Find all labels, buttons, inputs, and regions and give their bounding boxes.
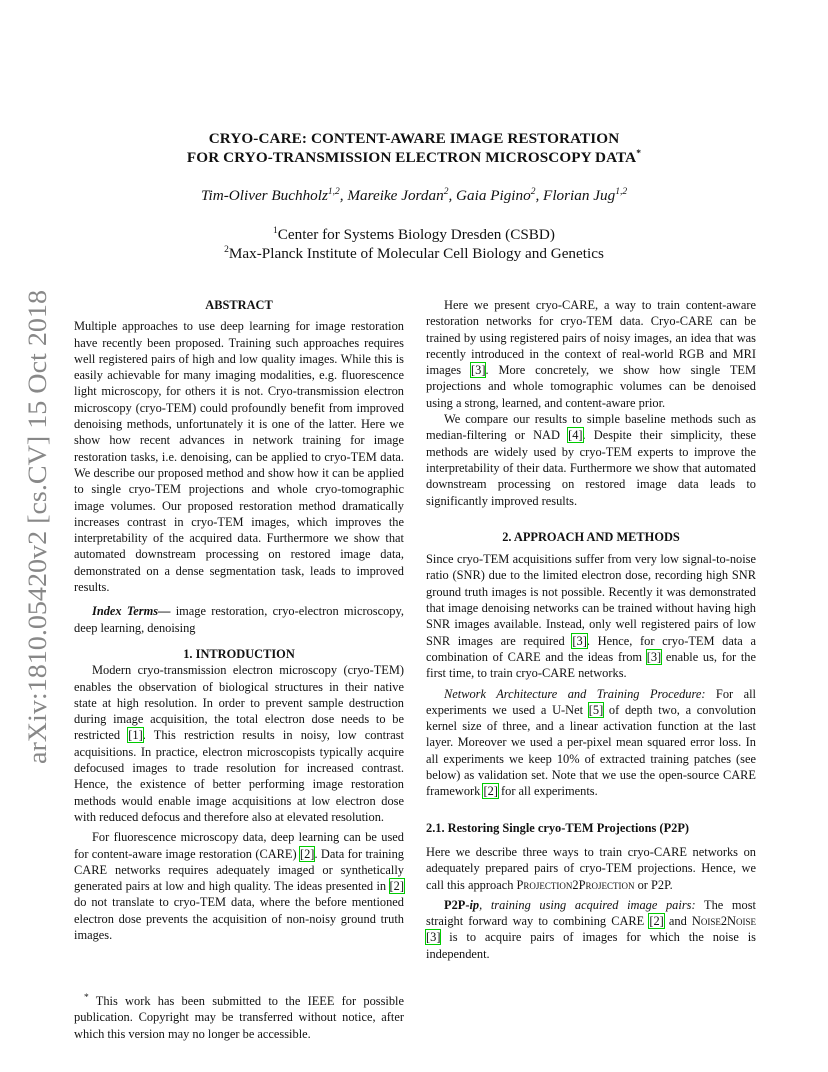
intro-heading: 1. INTRODUCTION bbox=[183, 646, 295, 661]
author-sep: , bbox=[535, 187, 544, 204]
footnote bbox=[74, 993, 404, 1042]
author-affil-mark: 1,2 bbox=[327, 186, 340, 197]
author-affil-mark: 2 bbox=[530, 186, 536, 197]
text-run: do not translate to cryo-TEM data, where the before mentioned electron dose prevents the acquisition of non-noisy ground truth images. bbox=[74, 895, 404, 942]
text-run: . Despite their simplicity, these methods are widely used by cryo-TEM experts to improve the interpretability of their data. Furthermore we show that automated downstream processing on restored image data leads to significantly improved results. bbox=[426, 428, 756, 508]
paragraph-label: Network Architecture and Training Procedure: bbox=[444, 686, 706, 701]
text-run: for all experiments. bbox=[497, 784, 598, 799]
text-run: Since cryo-TEM acquisitions suffer from very low signal-to-noise ratio (SNR) due to the limited electron dose, recording high SNR ground truth images is not possible. Recently it was demonstrated that image denoising networks can be trained without having high SNR images available. Instead, only well registered pairs of low SNR images are required bbox=[426, 552, 756, 648]
section-2-paragraph-2 bbox=[426, 686, 756, 800]
citation-link[interactable]: [3] bbox=[646, 649, 662, 664]
author-affil-mark: 1,2 bbox=[615, 186, 628, 197]
author-sep: , bbox=[339, 187, 348, 204]
subsection-2-1-paragraph-1 bbox=[426, 844, 756, 893]
text-run: enable us, for the first time, to train cryo-CARE networks. bbox=[426, 649, 756, 681]
citation-link[interactable]: [2] bbox=[483, 784, 498, 799]
citation-link[interactable]: [2] bbox=[299, 846, 315, 861]
citation-link[interactable]: [3] bbox=[471, 363, 486, 378]
section-2-heading: 2. APPROACH AND METHODS bbox=[502, 529, 680, 544]
text-run: Here we present cryo-CARE, a way to train content-aware restoration networks for cryo-TEM data. Cryo-CARE can be trained by using registered pairs of noisy images, an idea that was recently introduced in the context of real-world RGB and MRI images bbox=[426, 298, 756, 378]
right-column bbox=[426, 297, 756, 962]
title-line-2-text: FOR CRYO-TRANSMISSION ELECTRON MICROSCOPY DATA bbox=[186, 149, 637, 166]
citation-link[interactable]: [3] bbox=[572, 633, 587, 648]
arxiv-stamp-svg bbox=[10, 290, 58, 765]
affiliation-2 bbox=[100, 244, 728, 263]
author-name: Gaia Pigino bbox=[456, 187, 531, 204]
label-italic: , training using acquired image pairs: bbox=[479, 897, 696, 912]
index-terms-text: image restoration, cryo-electron microscopy, deep learning, denoising bbox=[74, 604, 404, 635]
subsection-2-1-heading: 2.1. Restoring Single cryo-TEM Projections (P2P) bbox=[426, 820, 690, 835]
arxiv-id: arXiv:1810.05420v2 [cs.CV] 15 Oct 2018 bbox=[23, 324, 52, 764]
text-run: . Hence, for cryo-TEM data a combination of CARE and the ideas from bbox=[426, 633, 756, 664]
title-line-2 bbox=[100, 148, 728, 167]
citation-link[interactable]: [5] bbox=[588, 702, 604, 717]
author-name: Florian Jug bbox=[543, 187, 616, 204]
title-footnote-mark: * bbox=[636, 148, 642, 159]
abstract-heading: ABSTRACT bbox=[205, 298, 273, 312]
citation-link[interactable]: [2] bbox=[389, 879, 404, 894]
left-column bbox=[74, 297, 404, 943]
index-terms bbox=[74, 603, 404, 636]
method-name: Noise2Noise bbox=[691, 914, 756, 929]
footnote-text bbox=[74, 993, 404, 1042]
abstract-text: Multiple approaches to use deep learning for image restoration have recently been proposed. Training such approaches requires well registered pairs of high and low quality images. While this is easily achievable for many imaging modalities, e.g. fluorescence light microscopy, for others it is not. Cryo-transmission electron microscopy (cryo-TEM) could profoundly benefit from improved denoising methods, unfortunately it is one of the latter. Here we show how recent advances in network training for image restoration tasks, i.e. denoising, can be applied to cryo-TEM data. We describe our proposed method and show how it can be applied to single cryo-TEM projections and whole cryo-tomographic image volumes. Our proposed restoration method dramatically increases contrast in cryo-TEM images, which improves the interpretability of the acquired data. Furthermore we show that automated downstream processing on restored image data, demonstrated on a dense segmentation task, leads to improved results. bbox=[74, 319, 404, 595]
author-list bbox=[100, 186, 728, 205]
text-run: and bbox=[663, 914, 692, 929]
text-run: Modern cryo-transmission electron microscopy (cryo-TEM) enables the observation of biological structures in their native state at high resolution. In order to prevent sample destruction during image acquisition, the total electron dose needs to be restricted bbox=[74, 663, 404, 743]
label-bold: P2P- bbox=[444, 897, 470, 912]
affil-text: Center for Systems Biology Dresden (CSBD) bbox=[277, 226, 555, 243]
affil-mark: 1 bbox=[273, 225, 278, 236]
intro-paragraph-1 bbox=[74, 662, 404, 825]
text-run: or P2P. bbox=[634, 877, 673, 892]
affil-mark: 2 bbox=[224, 244, 229, 255]
author-4 bbox=[543, 187, 627, 204]
text-run: . Data for training CARE networks requires adequately imaged or synthetically generated pairs at low and high quality. The ideas presented in bbox=[74, 846, 404, 894]
text-run: Here we describe three ways to train cryo-CARE networks on adequately prepared pairs of cryo-TEM projections. Hence, we call this approach bbox=[426, 844, 756, 892]
author-2 bbox=[347, 187, 456, 204]
author-3 bbox=[456, 187, 543, 204]
subsection-2-1-paragraph-2 bbox=[426, 897, 756, 962]
citation-link[interactable]: [4] bbox=[568, 428, 583, 443]
text-run: is to acquire pairs of images for which the noise is independent. bbox=[426, 930, 756, 961]
right-paragraph-1 bbox=[426, 297, 756, 411]
text-run: . More concretely, we show how single TEM projections and whole tomographic volumes can be denoised using a strong, learned, and content-aware prior. bbox=[426, 363, 756, 410]
title-line-1: CRYO-CARE: CONTENT-AWARE IMAGE RESTORATION bbox=[208, 130, 620, 147]
citation-link[interactable]: [1] bbox=[128, 728, 143, 743]
affiliations bbox=[100, 225, 728, 263]
footnote-body: This work has been submitted to the IEEE for possible publication. Copyright may be transferred without notice, after which this version may no longer be accessible. bbox=[74, 994, 404, 1041]
citation-link[interactable]: [2] bbox=[649, 914, 664, 929]
text-run: We compare our results to simple baseline methods such as median-filtering or NAD bbox=[426, 412, 756, 443]
affil-text: Max-Planck Institute of Molecular Cell Biology and Genetics bbox=[228, 245, 604, 262]
citation-link[interactable]: [3] bbox=[426, 930, 441, 945]
section-2-paragraph-1 bbox=[426, 551, 756, 681]
author-name: Mareike Jordan bbox=[347, 187, 444, 204]
author-affil-mark: 2 bbox=[443, 186, 449, 197]
author-name: Tim-Oliver Buchholz bbox=[200, 187, 328, 204]
paper-title bbox=[100, 129, 728, 167]
intro-paragraph-2 bbox=[74, 829, 404, 943]
text-run: For all experiments we used a U-Net bbox=[426, 686, 756, 717]
affiliation-1 bbox=[100, 225, 728, 244]
right-paragraph-2 bbox=[426, 411, 756, 509]
method-name: Projection2Projection bbox=[516, 877, 635, 892]
text-run: The most straight forward way to combining CARE bbox=[426, 897, 756, 929]
label-bold-italic: ip bbox=[469, 897, 480, 912]
text-run: of depth two, a convolution kernel size of three, and a linear activation function at the last layer. Moreover we used a per-pixel mean squared error loss. In all experiments we keep 10% of extracted training patches (see below) as validation set. Note that we use the open-source CARE framework bbox=[426, 702, 756, 799]
text-run: . This restriction results in noisy, low contrast acquisitions. In practice, electron microscopists typically acquire defocused images to trade resolution for increased contrast. Hence, the existence of better performing image restoration methods would enable image acquisitions at low electron dose with reduced defocus and therefore also at elevated resolution. bbox=[74, 728, 404, 824]
arxiv-stamp bbox=[10, 290, 58, 765]
index-terms-label: Index Terms— bbox=[92, 604, 171, 619]
author-1 bbox=[201, 187, 347, 204]
footnote-mark: * bbox=[84, 992, 89, 1003]
author-sep: , bbox=[448, 187, 457, 204]
text-run: For fluorescence microscopy data, deep learning can be used for content-aware image restoration (CARE) bbox=[74, 830, 404, 861]
